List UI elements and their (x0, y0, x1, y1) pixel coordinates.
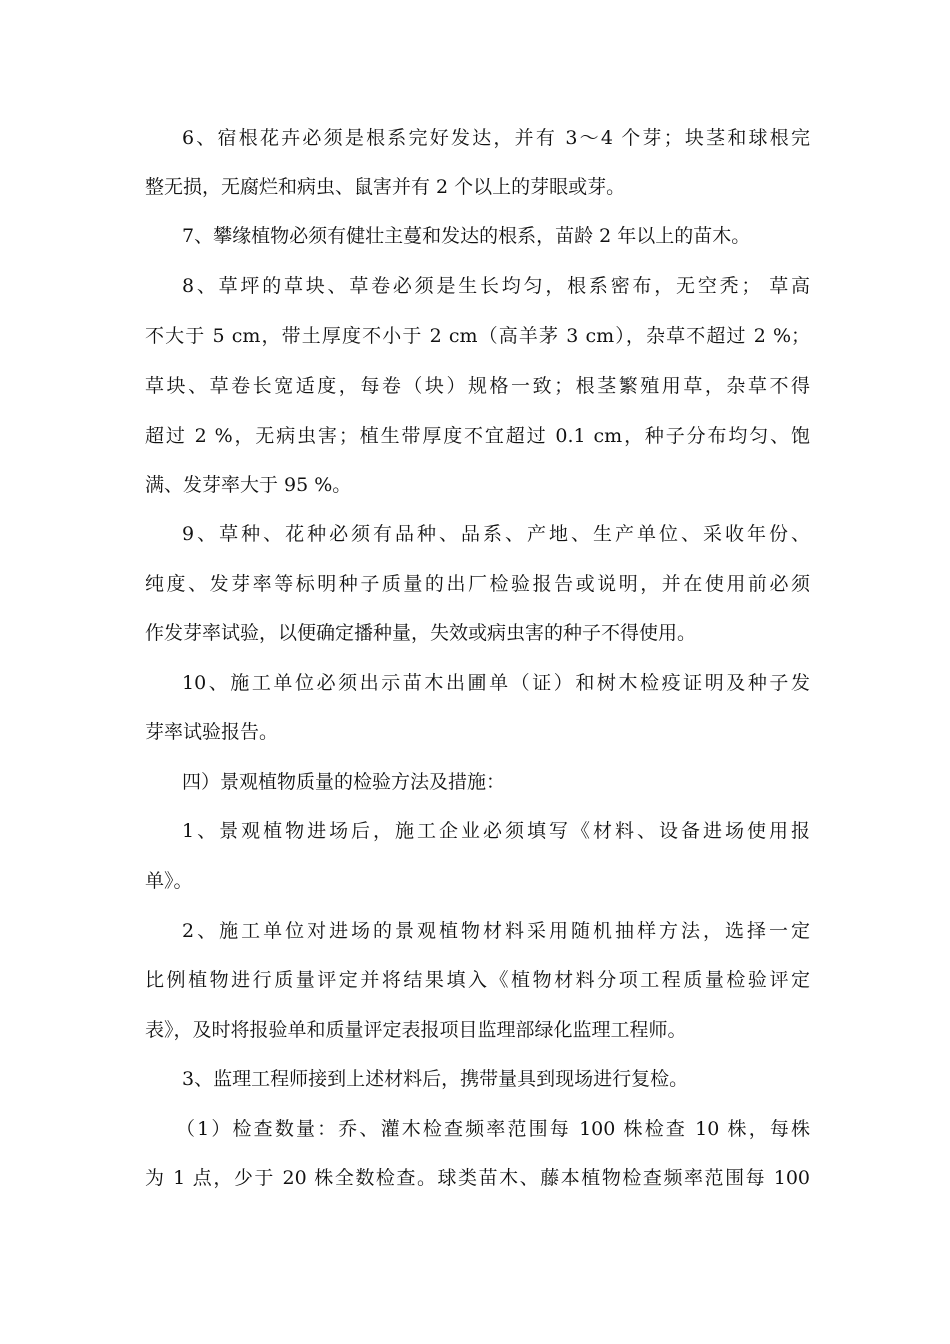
paragraph-7-line-1: 7、攀缘植物必须有健壮主蔓和发达的根系，苗龄 2 年以上的苗木。 (182, 225, 751, 247)
paragraph-8-line-1: 8、草坪的草块、草卷必须是生长均匀，根系密布，无空秃； 草高 (182, 275, 810, 297)
paragraph-9-line-1: 9、草种、花种必须有品种、品系、产地、生产单位、采收年份、 (182, 523, 810, 545)
item-3-line-1: 3、监理工程师接到上述材料后，携带量具到现场进行复检。 (182, 1068, 689, 1090)
item-2-line-1: 2、施工单位对进场的景观植物材料采用随机抽样方法，选择一定 (182, 920, 810, 942)
paragraph-6-line-1: 6、宿根花卉必须是根系完好发达，并有 3～4 个芽；块茎和球根完 (182, 127, 810, 149)
paragraph-10-line-2: 芽率试验报告。 (145, 721, 279, 743)
item-1-line-2: 单》。 (145, 870, 193, 892)
item-2-line-3: 表》，及时将报验单和质量评定表报项目监理部绿化监理工程师。 (145, 1019, 687, 1041)
paragraph-8-line-3: 草块、草卷长宽适度，每卷（块）规格一致；根茎繁殖用草，杂草不得 (145, 375, 810, 397)
item-2-line-2: 比例植物进行质量评定并将结果填入《植物材料分项工程质量检验评定 (145, 969, 810, 991)
paragraph-9-line-3: 作发芽率试验，以便确定播种量，失效或病虫害的种子不得使用。 (145, 622, 697, 644)
paragraph-8-line-5: 满、发芽率大于 95 %。 (145, 474, 352, 496)
paragraph-8-line-2: 不大于 5 cm，带土厚度不小于 2 cm（高羊茅 3 cm），杂草不超过 2 %； (145, 325, 810, 347)
subitem-1-line-1: （1）检查数量：乔、灌木检查频率范围每 100 株检查 10 株，每株 (176, 1118, 810, 1140)
item-1-line-1: 1、景观植物进场后，施工企业必须填写《材料、设备进场使用报 (182, 820, 810, 842)
paragraph-8-line-4: 超过 2 %，无病虫害；植生带厚度不宜超过 0.1 cm，种子分布均匀、饱 (145, 425, 810, 447)
paragraph-6-line-2: 整无损，无腐烂和病虫、鼠害并有 2 个以上的芽眼或芽。 (145, 176, 626, 198)
paragraph-9-line-2: 纯度、发芽率等标明种子质量的出厂检验报告或说明，并在使用前必须 (145, 573, 810, 595)
paragraph-10-line-1: 10、施工单位必须出示苗木出圃单（证）和树木检疫证明及种子发 (182, 672, 810, 694)
subitem-1-line-2: 为 1 点，少于 20 株全数检查。球类苗木、藤本植物检查频率范围每 100 (145, 1167, 810, 1189)
section-heading: 四）景观植物质量的检验方法及措施： (182, 771, 506, 793)
